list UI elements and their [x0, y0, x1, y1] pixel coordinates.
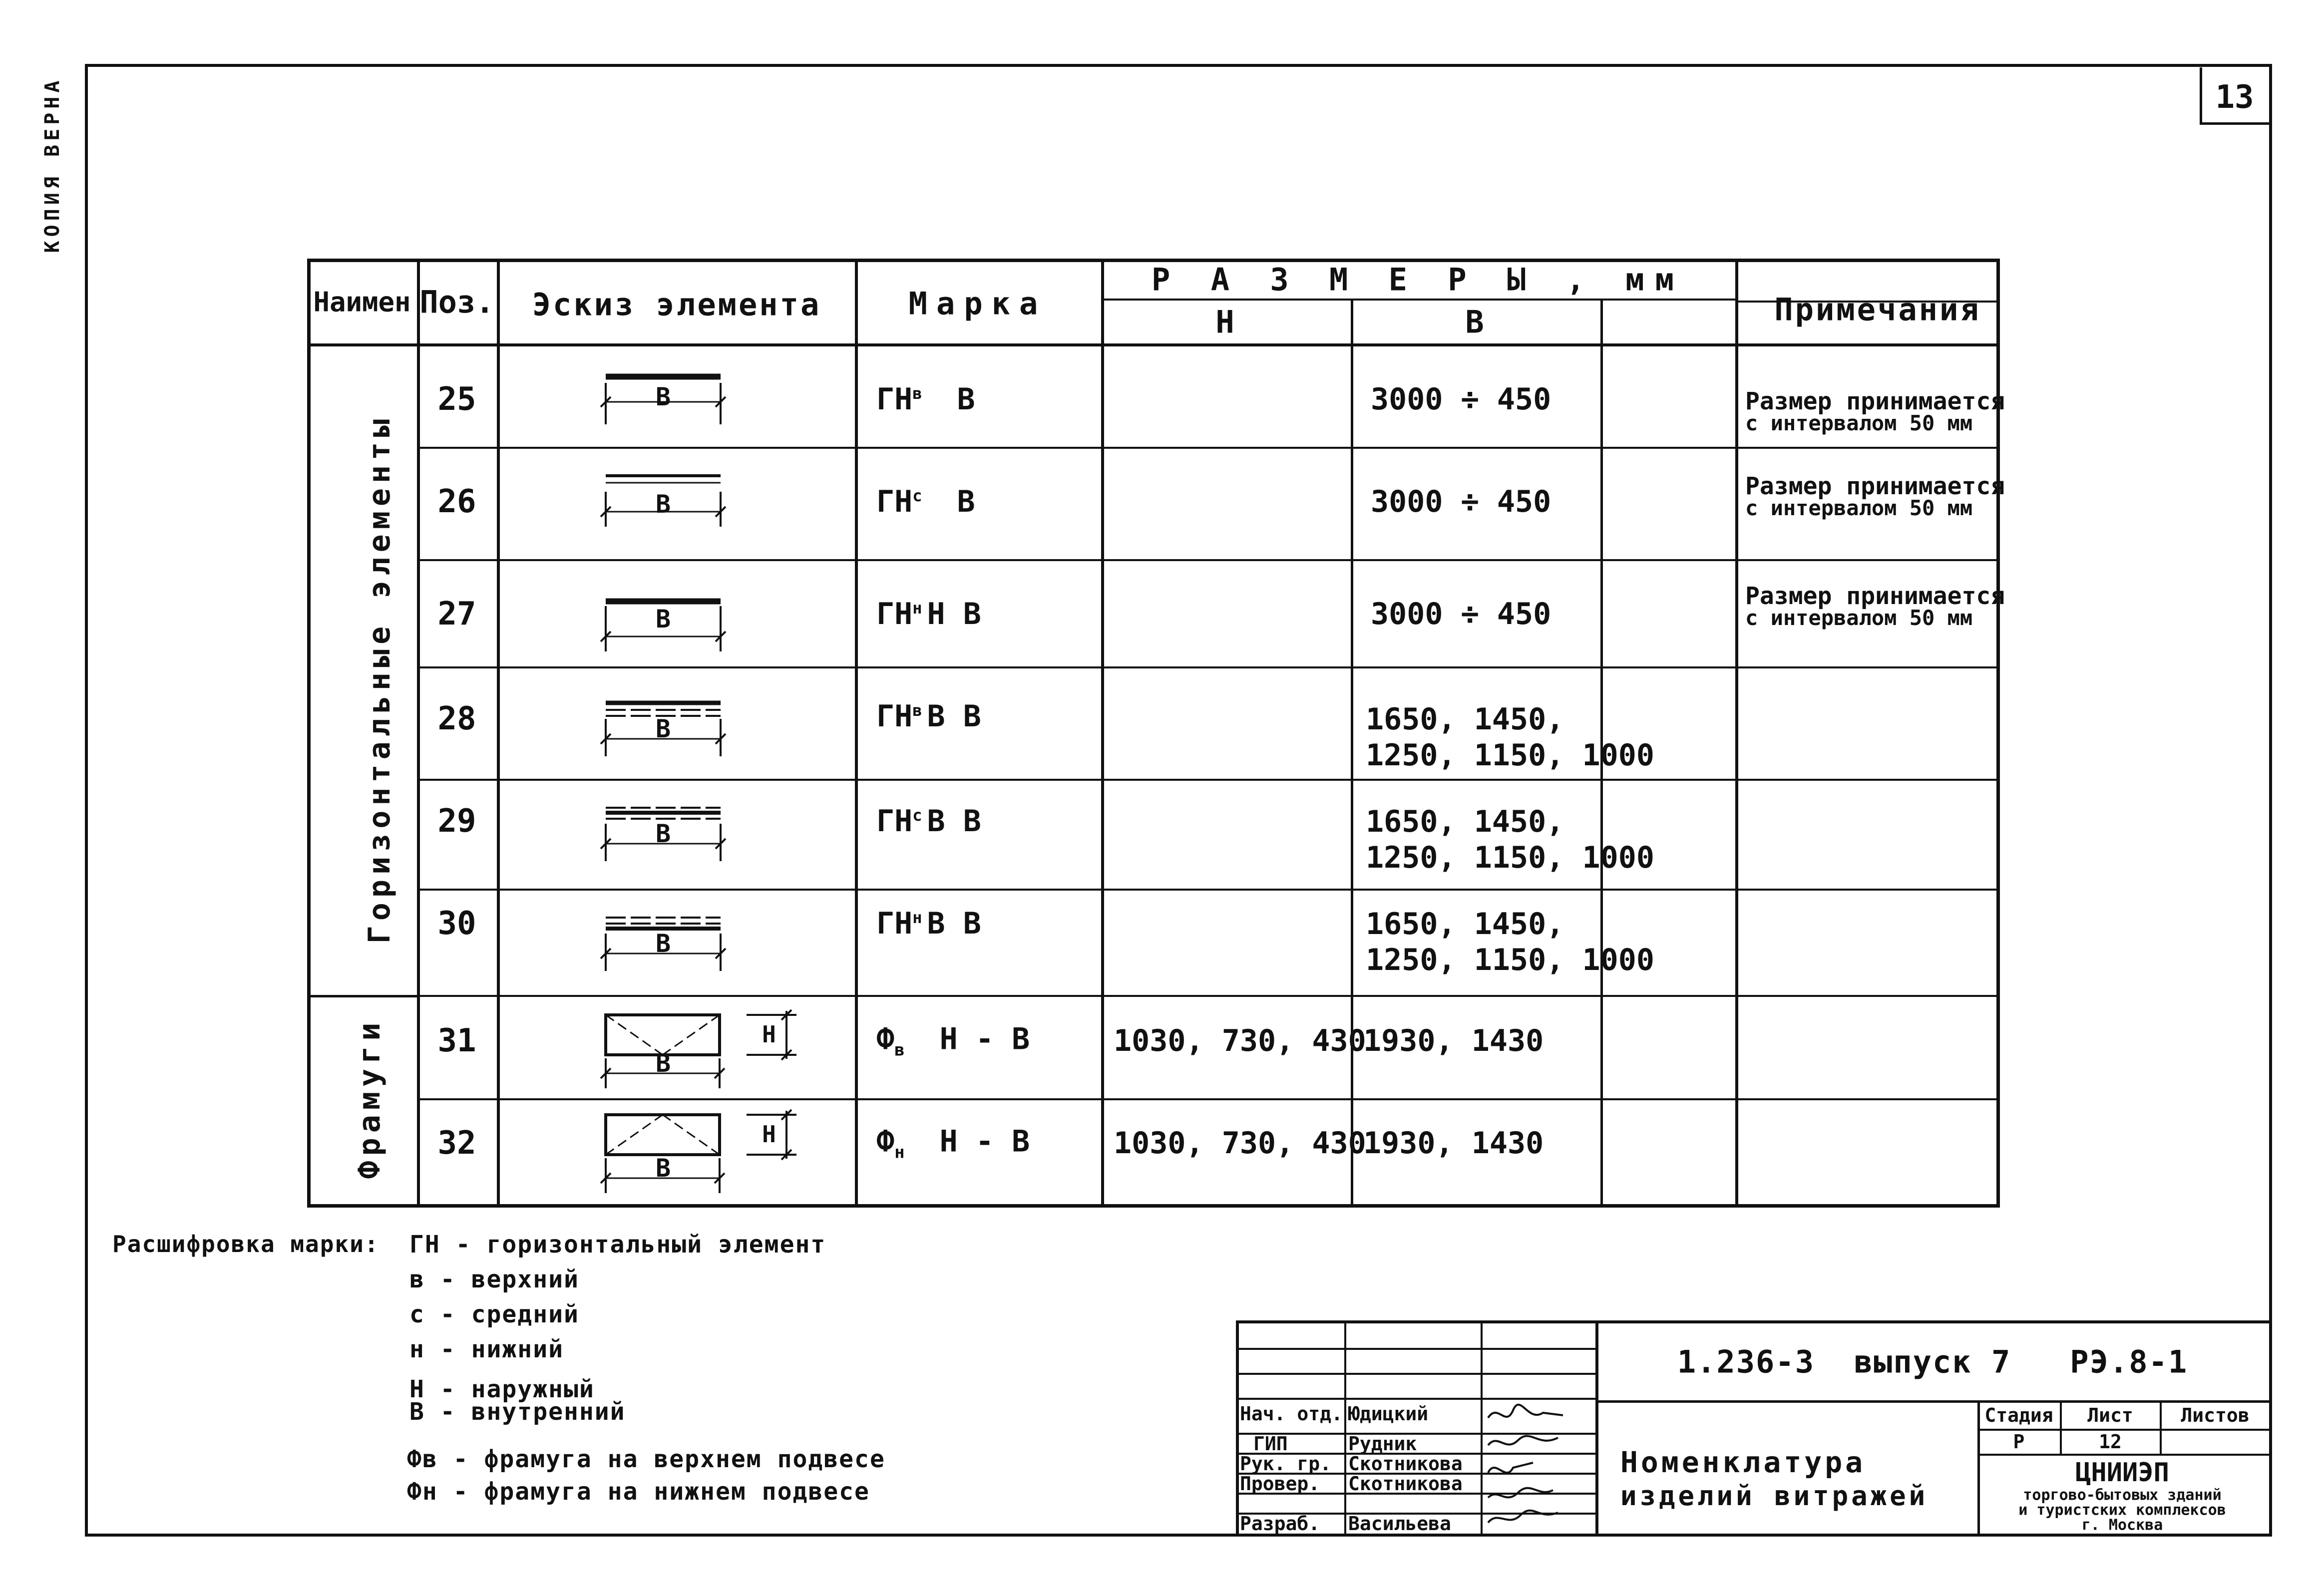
stage-value: Р [2013, 1431, 2025, 1453]
row-size-b: 3000 ÷ 450 [1371, 382, 1551, 417]
sketch-h-label: Н [762, 1021, 776, 1048]
legend-item: ГН - горизонтальный элемент [409, 1231, 826, 1259]
row-position: 30 [437, 905, 476, 942]
row-mark: $Ф_в$ Н - В [876, 1021, 1030, 1060]
row-size-b: 1650, 1450, 1250, 1150, 1000 [1366, 804, 1654, 875]
signature-role: ГИП [1253, 1433, 1288, 1455]
header-h: Н [1215, 304, 1236, 340]
row-position: 26 [437, 483, 476, 520]
sketch-b-label: В [655, 490, 671, 519]
row-size-b: 1650, 1450, 1250, 1150, 1000 [1366, 907, 1654, 977]
handwritten-signatures [1483, 1398, 1593, 1533]
legend-item: н - нижний [409, 1335, 564, 1363]
row-mark: $ГН^в$ В [876, 382, 975, 417]
row-mark: $ГН^с$ В [876, 484, 975, 519]
row-mark: $ГН^н$ Н В [876, 597, 981, 632]
legend-item: Н - наружный [409, 1375, 595, 1403]
header-pos: Поз. [419, 284, 494, 320]
signature-name: Васильева [1348, 1513, 1451, 1535]
row-position: 27 [437, 596, 476, 633]
header-notes: Примечания [1774, 291, 1981, 328]
legend-title: Расшифровка марки: [112, 1231, 380, 1258]
header-b: В [1465, 304, 1486, 340]
doc-title-line1: Номенклатура [1620, 1445, 1866, 1479]
sketch-h-label: Н [762, 1121, 776, 1148]
signature-name: Скотникова [1348, 1473, 1463, 1495]
row-size-h: 1030, 730, 430 [1114, 1126, 1366, 1161]
row-position: 29 [437, 803, 476, 840]
sketch-icon [602, 1011, 811, 1091]
row-mark: $ГН^с$ В В [876, 804, 981, 839]
signature-name: Скотникова [1348, 1453, 1463, 1475]
row-position: 32 [437, 1125, 476, 1162]
group-framugi: Фрамуги [352, 1017, 387, 1179]
legend-item: Фн - фрамуга на нижнем подвесе [407, 1478, 870, 1506]
sheet-label: Лист [2087, 1404, 2133, 1426]
doc-code: 1.236-3 выпуск 7 РЭ.8-1 [1677, 1343, 2188, 1380]
sheets-label: Листов [2181, 1404, 2250, 1426]
sketch-b-label: В [655, 382, 671, 411]
row-note: Размер принимается с интервалом 50 мм [1745, 387, 2005, 435]
signature-role: Нач. отд. [1240, 1403, 1343, 1425]
signature-role: Разраб. [1240, 1513, 1320, 1535]
row-position: 25 [437, 381, 476, 418]
row-note: Размер принимается с интервалом 50 мм [1745, 472, 2005, 520]
row-size-b: 1930, 1430 [1363, 1126, 1544, 1161]
row-size-b: 3000 ÷ 450 [1371, 597, 1551, 632]
sketch-b-label: В [655, 714, 671, 743]
copy-stamp: КОПИЯ ВЕРНА [41, 76, 64, 253]
org-line: и туристских комплексов [2018, 1501, 2226, 1519]
legend-item: В - внутренний [409, 1398, 626, 1426]
row-mark: $ГН^н$ В В [876, 906, 981, 941]
sketch-b-label: В [655, 819, 671, 848]
doc-title-line2: изделий витражей [1620, 1480, 1929, 1512]
row-size-h: 1030, 730, 430 [1114, 1023, 1366, 1058]
row-size-b: 3000 ÷ 450 [1371, 484, 1551, 519]
legend-item: с - средний [409, 1300, 579, 1328]
signature-role: Рук. гр. [1240, 1453, 1332, 1475]
row-position: 31 [437, 1022, 476, 1059]
row-mark: $ГН^в$ В В [876, 699, 981, 734]
sketch-b-label: В [655, 1154, 671, 1183]
org-line: г. Москва [2081, 1516, 2163, 1534]
signature-role: Провер. [1240, 1473, 1320, 1495]
row-size-b: 1650, 1450, 1250, 1150, 1000 [1366, 702, 1654, 773]
sheet-value: 12 [2099, 1431, 2122, 1453]
sketch-icon [602, 1111, 811, 1196]
sketch-b-label: В [655, 929, 671, 958]
sketch-b-label: В [655, 605, 671, 634]
header-naim: Наимен [313, 286, 411, 318]
legend-item: в - верхний [409, 1266, 579, 1293]
header-marka: Марка [908, 285, 1047, 322]
legend-item: Фв - фрамуга на верхнем подвесе [407, 1445, 885, 1473]
page-number: 13 [2215, 79, 2254, 116]
row-position: 28 [437, 700, 476, 737]
stage-label: Стадия [1984, 1404, 2053, 1426]
org-line: торгово-бытовых зданий [2023, 1486, 2222, 1504]
row-size-b: 1930, 1430 [1363, 1023, 1544, 1058]
group-horizontal-elements: Горизонтальные элементы [362, 414, 397, 944]
org-name: ЦНИИЭП [2075, 1458, 2169, 1488]
row-note: Размер принимается с интервалом 50 мм [1745, 582, 2005, 630]
signature-name: Рудник [1348, 1433, 1417, 1455]
header-sizes: Р А З М Е Р Ы , мм [1152, 261, 1685, 298]
signature-name: Юдицкий [1348, 1403, 1429, 1425]
row-mark: $Ф_н$ Н - В [876, 1124, 1030, 1163]
sketch-b-label: В [655, 1049, 671, 1078]
header-sketch: Эскиз элемента [532, 286, 821, 323]
